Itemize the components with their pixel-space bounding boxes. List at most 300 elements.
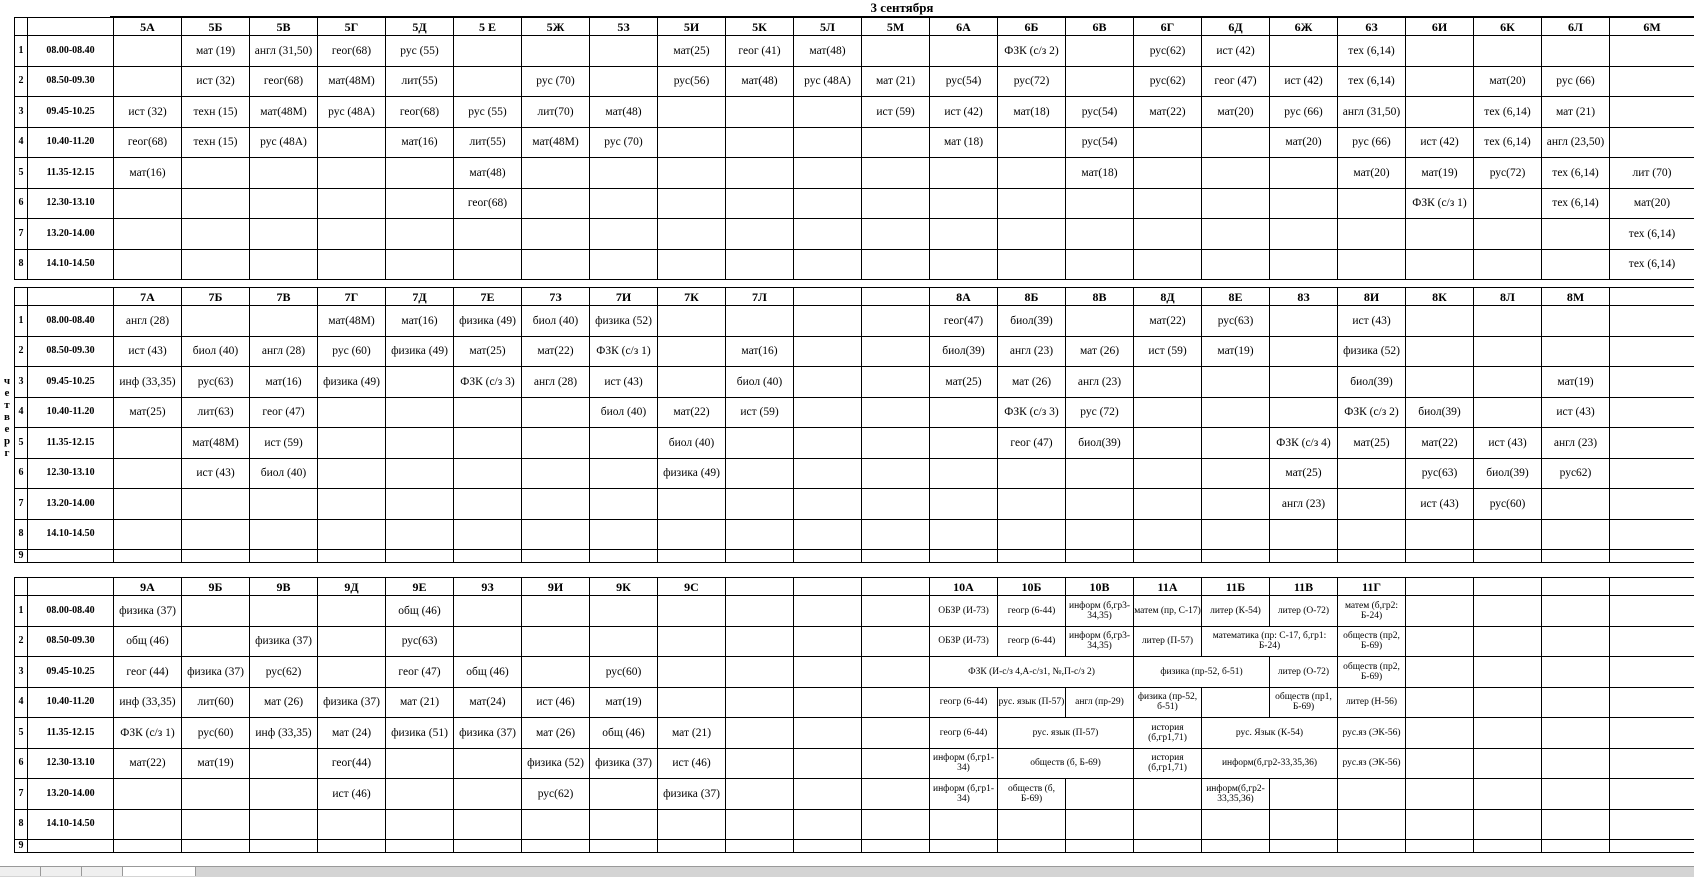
lesson-cell: мат(25) — [1269, 459, 1337, 490]
lesson-cell — [861, 306, 929, 337]
lesson-cell — [1609, 459, 1694, 490]
lesson-cell — [861, 189, 929, 220]
lesson-cell — [181, 840, 249, 853]
lesson-cell — [589, 36, 657, 67]
lesson-cell: мат(16) — [725, 337, 793, 368]
lesson-cell: литер (К-54) — [1201, 596, 1269, 627]
lesson-cell — [793, 337, 861, 368]
lesson-cell — [929, 189, 997, 220]
lesson-cell: рус(62) — [249, 657, 317, 688]
lesson-cell — [1609, 67, 1694, 98]
lesson-cell — [1473, 36, 1541, 67]
lesson-number: 9 — [14, 550, 27, 563]
lesson-cell: физика (37) — [181, 657, 249, 688]
lesson-cell: ист (43) — [1541, 398, 1609, 429]
lesson-cell — [589, 459, 657, 490]
lesson-cell — [861, 520, 929, 551]
lesson-cell — [657, 219, 725, 250]
lesson-cell — [1541, 596, 1609, 627]
lesson-cell: биол (40) — [521, 306, 589, 337]
lesson-cell: мат(48) — [725, 67, 793, 98]
lesson-cell: англ (31,50) — [1337, 97, 1405, 128]
schedule-section — [14, 287, 1694, 562]
lesson-cell — [1269, 36, 1337, 67]
lesson-cell: геог (44) — [113, 657, 181, 688]
lesson-cell — [1473, 810, 1541, 841]
class-header: 6М — [1609, 18, 1694, 36]
lesson-cell — [1405, 36, 1473, 67]
lesson-cell — [1541, 520, 1609, 551]
lesson-time: 13.20-14.00 — [27, 219, 113, 250]
lesson-cell: рус(60) — [589, 657, 657, 688]
lesson-cell — [1473, 627, 1541, 658]
lesson-cell — [1473, 250, 1541, 281]
lesson-cell: биол (40) — [181, 337, 249, 368]
lesson-cell — [1405, 688, 1473, 719]
lesson-cell — [861, 36, 929, 67]
lesson-cell — [1609, 306, 1694, 337]
lesson-cell — [793, 97, 861, 128]
lesson-number: 3 — [14, 97, 27, 128]
lesson-cell: лит(63) — [181, 398, 249, 429]
lesson-cell — [1473, 189, 1541, 220]
sheet-tab[interactable] — [41, 867, 82, 876]
lesson-cell — [1269, 367, 1337, 398]
lesson-cell — [521, 158, 589, 189]
lesson-cell — [521, 250, 589, 281]
sheet-tab[interactable] — [82, 867, 123, 876]
class-header: 6Г — [1133, 18, 1201, 36]
lesson-cell — [725, 810, 793, 841]
lesson-cell — [113, 36, 181, 67]
lesson-cell — [1201, 189, 1269, 220]
lesson-cell — [1405, 520, 1473, 551]
class-header — [1609, 578, 1694, 596]
class-header: 11Б — [1201, 578, 1269, 596]
lesson-cell — [1541, 337, 1609, 368]
lesson-cell — [1065, 459, 1133, 490]
class-header: 9Е — [385, 578, 453, 596]
lesson-cell: рус (48А) — [793, 67, 861, 98]
lesson-time: 11.35-12.15 — [27, 158, 113, 189]
lesson-cell: геог (47) — [1201, 67, 1269, 98]
lesson-cell — [1541, 550, 1609, 563]
class-header: 6Ж — [1269, 18, 1337, 36]
class-header: 8А — [929, 288, 997, 306]
lesson-number: 4 — [14, 398, 27, 429]
lesson-cell — [657, 189, 725, 220]
lesson-cell — [249, 550, 317, 563]
lesson-cell: информ (б,гр1-34) — [929, 779, 997, 810]
lesson-number: 5 — [14, 158, 27, 189]
lesson-cell — [1541, 489, 1609, 520]
lesson-cell — [113, 840, 181, 853]
lesson-cell — [725, 596, 793, 627]
lesson-cell — [725, 250, 793, 281]
lesson-cell: ОБЗР (И-73) — [929, 627, 997, 658]
lesson-cell — [657, 627, 725, 658]
lesson-cell: мат(48М) — [521, 128, 589, 159]
lesson-cell: общ (46) — [453, 657, 521, 688]
lesson-cell — [657, 128, 725, 159]
lesson-cell — [861, 128, 929, 159]
lesson-time: 08.50-09.30 — [27, 67, 113, 98]
lesson-cell: ист (46) — [521, 688, 589, 719]
lesson-time: 14.10-14.50 — [27, 520, 113, 551]
lesson-cell — [1269, 840, 1337, 853]
lesson-cell — [181, 306, 249, 337]
class-header: 5А — [113, 18, 181, 36]
lesson-cell — [1201, 398, 1269, 429]
lesson-cell: физика (52) — [521, 749, 589, 780]
lesson-cell — [181, 250, 249, 281]
class-header: 5Ж — [521, 18, 589, 36]
lesson-cell — [113, 189, 181, 220]
class-header: 8Л — [1473, 288, 1541, 306]
lesson-time: 08.00-08.40 — [27, 36, 113, 67]
lesson-cell — [249, 306, 317, 337]
lesson-cell — [1405, 550, 1473, 563]
lesson-cell — [1201, 810, 1269, 841]
class-header: 9В — [249, 578, 317, 596]
lesson-cell — [793, 189, 861, 220]
lesson-cell — [1473, 550, 1541, 563]
lesson-cell — [181, 779, 249, 810]
class-header: 6Б — [997, 18, 1065, 36]
lesson-cell — [181, 189, 249, 220]
lesson-cell — [929, 459, 997, 490]
lesson-cell — [453, 749, 521, 780]
lesson-cell: мат(20) — [1337, 158, 1405, 189]
lesson-cell — [793, 367, 861, 398]
lesson-cell — [317, 657, 385, 688]
lesson-cell: рус(56) — [657, 67, 725, 98]
lesson-time: 13.20-14.00 — [27, 489, 113, 520]
lesson-cell — [1609, 779, 1694, 810]
lesson-cell: физика (49) — [657, 459, 725, 490]
lesson-cell — [657, 489, 725, 520]
lesson-cell: физика (49) — [385, 337, 453, 368]
lesson-cell — [385, 367, 453, 398]
lesson-cell: биол(39) — [1337, 367, 1405, 398]
lesson-cell — [793, 657, 861, 688]
lesson-cell — [113, 219, 181, 250]
lesson-number: 7 — [14, 779, 27, 810]
lesson-cell — [1337, 550, 1405, 563]
class-header — [725, 578, 793, 596]
lesson-cell — [1405, 306, 1473, 337]
lesson-cell — [1269, 520, 1337, 551]
class-header: 8Е — [1201, 288, 1269, 306]
lesson-cell — [725, 459, 793, 490]
lesson-cell — [793, 520, 861, 551]
lesson-cell: мат (21) — [385, 688, 453, 719]
lesson-cell — [521, 459, 589, 490]
lesson-cell: ФЗК (с/з 2) — [1337, 398, 1405, 429]
lesson-cell: ФЗК (с/з 3) — [997, 398, 1065, 429]
class-header: 7Л — [725, 288, 793, 306]
lesson-cell: мат(16) — [113, 158, 181, 189]
lesson-cell — [725, 158, 793, 189]
lesson-cell: биол(39) — [1405, 398, 1473, 429]
lesson-cell — [1133, 459, 1201, 490]
lesson-cell — [861, 688, 929, 719]
lesson-cell — [861, 337, 929, 368]
lesson-cell — [1269, 810, 1337, 841]
lesson-cell — [1201, 250, 1269, 281]
lesson-cell — [1405, 97, 1473, 128]
lesson-cell — [793, 158, 861, 189]
lesson-cell: ист (46) — [317, 779, 385, 810]
lesson-cell — [521, 398, 589, 429]
lesson-cell — [1609, 97, 1694, 128]
lesson-cell — [997, 250, 1065, 281]
lesson-cell — [1541, 749, 1609, 780]
lesson-cell — [725, 779, 793, 810]
lesson-cell — [1609, 810, 1694, 841]
class-header — [1405, 578, 1473, 596]
lesson-cell — [657, 337, 725, 368]
lesson-cell — [997, 520, 1065, 551]
day-vertical-label — [0, 375, 14, 459]
lesson-cell — [657, 97, 725, 128]
lesson-cell — [1337, 489, 1405, 520]
header-time-corner — [27, 18, 113, 36]
lesson-cell — [1609, 657, 1694, 688]
lesson-cell: рус(63) — [1201, 306, 1269, 337]
lesson-cell — [589, 596, 657, 627]
lesson-time: 11.35-12.15 — [27, 718, 113, 749]
lesson-cell — [1609, 596, 1694, 627]
lesson-time — [27, 550, 113, 563]
lesson-cell — [861, 627, 929, 658]
lesson-time: 10.40-11.20 — [27, 398, 113, 429]
lesson-number: 1 — [14, 36, 27, 67]
lesson-cell: информ(б,гр2-33,35,36) — [1201, 749, 1337, 780]
lesson-cell — [1541, 219, 1609, 250]
lesson-cell — [1609, 36, 1694, 67]
lesson-cell — [1609, 840, 1694, 853]
lesson-cell: мат(48) — [793, 36, 861, 67]
lesson-cell: рус (60) — [317, 337, 385, 368]
lesson-cell — [793, 550, 861, 563]
lesson-cell — [1337, 520, 1405, 551]
class-header: 10В — [1065, 578, 1133, 596]
lesson-cell — [317, 489, 385, 520]
lesson-cell — [317, 219, 385, 250]
lesson-cell: биол(39) — [1473, 459, 1541, 490]
lesson-cell: ист (59) — [725, 398, 793, 429]
lesson-cell: информ(б,гр2-33,35,36) — [1201, 779, 1269, 810]
lesson-cell: мат(16) — [385, 306, 453, 337]
lesson-time: 08.00-08.40 — [27, 306, 113, 337]
lesson-cell: мат (21) — [657, 718, 725, 749]
lesson-cell — [1269, 779, 1337, 810]
lesson-cell: физика (37) — [657, 779, 725, 810]
lesson-cell: рус (66) — [1337, 128, 1405, 159]
lesson-cell: ист (43) — [1405, 489, 1473, 520]
lesson-cell — [249, 158, 317, 189]
lesson-cell — [1337, 250, 1405, 281]
lesson-number: 4 — [14, 128, 27, 159]
lesson-cell: мат(25) — [657, 36, 725, 67]
lesson-cell — [1201, 367, 1269, 398]
lesson-cell — [861, 250, 929, 281]
lesson-cell: обществ (б, Б-69) — [997, 779, 1065, 810]
lesson-cell — [1201, 219, 1269, 250]
lesson-cell — [181, 596, 249, 627]
class-header: 8И — [1337, 288, 1405, 306]
lesson-cell: геогр (6-44) — [929, 688, 997, 719]
lesson-cell — [589, 840, 657, 853]
lesson-cell — [113, 250, 181, 281]
lesson-cell: ист (42) — [1201, 36, 1269, 67]
lesson-cell — [861, 718, 929, 749]
class-header: 6И — [1405, 18, 1473, 36]
header-corner — [14, 18, 27, 36]
lesson-cell — [589, 779, 657, 810]
lesson-cell: физика (37) — [317, 688, 385, 719]
lesson-cell: мат(19) — [1201, 337, 1269, 368]
lesson-cell — [1405, 219, 1473, 250]
lesson-cell: геог(68) — [249, 67, 317, 98]
lesson-cell: лит (70) — [1609, 158, 1694, 189]
lesson-cell — [1473, 219, 1541, 250]
lesson-cell — [113, 810, 181, 841]
lesson-cell — [1065, 520, 1133, 551]
lesson-cell — [317, 250, 385, 281]
lesson-cell — [453, 596, 521, 627]
class-header: 5З — [589, 18, 657, 36]
lesson-cell — [1473, 596, 1541, 627]
lesson-cell: геог(44) — [317, 749, 385, 780]
lesson-number: 6 — [14, 459, 27, 490]
lesson-cell — [1609, 337, 1694, 368]
lesson-cell — [929, 840, 997, 853]
lesson-cell: ист (59) — [1133, 337, 1201, 368]
lesson-cell: англ (28) — [113, 306, 181, 337]
lesson-cell — [1201, 520, 1269, 551]
lesson-cell — [1541, 657, 1609, 688]
lesson-cell: англ (28) — [521, 367, 589, 398]
class-header: 8Д — [1133, 288, 1201, 306]
lesson-cell: биол(39) — [1065, 428, 1133, 459]
lesson-cell — [793, 596, 861, 627]
class-header: 8М — [1541, 288, 1609, 306]
schedule-section — [14, 577, 1694, 852]
class-header: 11Г — [1337, 578, 1405, 596]
lesson-cell: ист (59) — [249, 428, 317, 459]
lesson-cell — [1065, 779, 1133, 810]
lesson-cell — [1065, 840, 1133, 853]
lesson-cell: рус (72) — [1065, 398, 1133, 429]
lesson-cell: рус. язык (П-57) — [997, 688, 1065, 719]
class-header: 9А — [113, 578, 181, 596]
lesson-cell: мат(48) — [589, 97, 657, 128]
lesson-cell — [385, 779, 453, 810]
lesson-time: 13.20-14.00 — [27, 779, 113, 810]
lesson-cell — [793, 459, 861, 490]
lesson-cell — [997, 810, 1065, 841]
lesson-time: 10.40-11.20 — [27, 128, 113, 159]
lesson-cell: мат (21) — [861, 67, 929, 98]
lesson-cell — [181, 158, 249, 189]
lesson-cell — [317, 810, 385, 841]
lesson-number: 9 — [14, 840, 27, 853]
lesson-cell — [725, 718, 793, 749]
class-header: 5Б — [181, 18, 249, 36]
lesson-cell: физика (37) — [589, 749, 657, 780]
lesson-cell: рус.яз (ЭК-56) — [1337, 749, 1405, 780]
lesson-cell — [589, 189, 657, 220]
lesson-cell — [317, 627, 385, 658]
lesson-cell — [317, 840, 385, 853]
day-letter: е — [4, 387, 10, 399]
lesson-cell — [1473, 398, 1541, 429]
header-corner — [14, 578, 27, 596]
lesson-cell: физика (52) — [589, 306, 657, 337]
lesson-cell — [249, 596, 317, 627]
lesson-cell — [997, 459, 1065, 490]
lesson-cell: инф (33,35) — [249, 718, 317, 749]
lesson-cell — [113, 779, 181, 810]
lesson-cell — [1065, 189, 1133, 220]
lesson-cell — [861, 749, 929, 780]
lesson-cell: ист (42) — [1269, 67, 1337, 98]
lesson-cell — [1473, 367, 1541, 398]
lesson-cell — [453, 459, 521, 490]
lesson-cell — [1337, 459, 1405, 490]
lesson-cell — [317, 520, 385, 551]
class-header: 10А — [929, 578, 997, 596]
lesson-cell — [1133, 840, 1201, 853]
lesson-cell — [589, 550, 657, 563]
lesson-cell — [1201, 459, 1269, 490]
lesson-cell — [181, 627, 249, 658]
lesson-cell — [113, 550, 181, 563]
lesson-cell — [793, 250, 861, 281]
lesson-cell — [861, 657, 929, 688]
lesson-cell: мат(19) — [181, 749, 249, 780]
lesson-cell — [725, 219, 793, 250]
lesson-cell — [1405, 367, 1473, 398]
lesson-cell: ФЗК (И-с/з 4,А-с/з1, №,П-с/з 2) — [929, 657, 1133, 688]
lesson-cell: мат(48) — [453, 158, 521, 189]
lesson-cell — [1269, 189, 1337, 220]
lesson-cell — [1541, 718, 1609, 749]
sheet-tab-active[interactable] — [123, 867, 196, 876]
lesson-cell — [249, 810, 317, 841]
class-header: 8В — [1065, 288, 1133, 306]
lesson-cell — [589, 489, 657, 520]
lesson-cell — [1473, 306, 1541, 337]
lesson-cell — [725, 428, 793, 459]
lesson-cell: мат(22) — [1405, 428, 1473, 459]
lesson-cell — [1609, 520, 1694, 551]
lesson-cell — [725, 550, 793, 563]
lesson-cell: ист (43) — [113, 337, 181, 368]
sheet-tab[interactable] — [0, 867, 41, 876]
lesson-cell — [1405, 749, 1473, 780]
lesson-cell — [793, 749, 861, 780]
lesson-cell — [249, 489, 317, 520]
lesson-cell — [249, 189, 317, 220]
lesson-cell: тех (6,14) — [1473, 128, 1541, 159]
class-header: 7Е — [453, 288, 521, 306]
lesson-cell — [793, 306, 861, 337]
lesson-cell: мат(16) — [385, 128, 453, 159]
lesson-cell — [861, 550, 929, 563]
